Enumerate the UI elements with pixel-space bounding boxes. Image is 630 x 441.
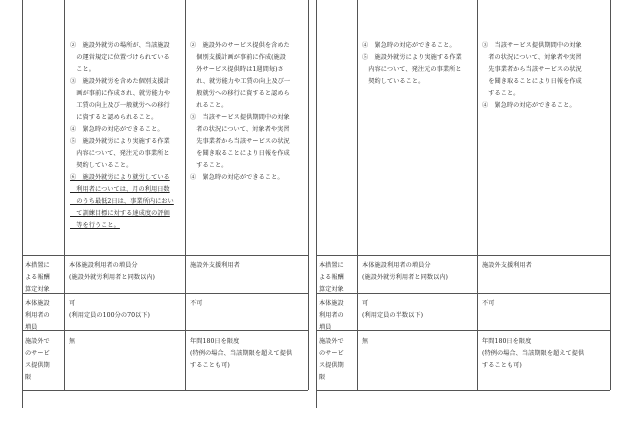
row-mid-line: (利用定員の半数以下) — [362, 312, 424, 319]
text-line: 契約していること。 — [70, 162, 133, 169]
text-line: ③ 施設外就労を含めた個別支援計 — [70, 78, 170, 85]
column-divider — [477, 0, 478, 390]
row-right-line: 年間180日を限度 — [190, 338, 240, 345]
text-line: 先事業者から当該サービスの状況 — [482, 66, 582, 73]
row-mid-line: 可 — [69, 300, 76, 307]
row-mid-line: 無 — [69, 338, 76, 345]
text-line: ⑤ 施設外就労により実施する作業 — [362, 54, 462, 61]
row-label-line: ス提供期 — [319, 362, 344, 369]
left-page-margin-line — [22, 0, 23, 408]
row-label-line: 本体施設 — [319, 300, 344, 307]
text-line: を聞き取ることにより日報を作成 — [482, 78, 582, 85]
row-label-line: 限 — [25, 374, 32, 381]
row-mid-line: 可 — [362, 300, 369, 307]
text-line: ② 施設外のサービス提供を含めた — [190, 42, 290, 49]
row-divider — [316, 330, 610, 331]
table-right-border — [308, 0, 309, 390]
text-line: を聞き取ることにより日報を作成 — [190, 150, 290, 157]
underlined-text-line: のうち最低2日は、事業所内におい — [70, 198, 174, 205]
row-right-line: 施設外支援利用者 — [190, 262, 240, 269]
text-line: ③ 当該サービス提供期間中の対象 — [482, 42, 582, 49]
row-mid-line: (施設外就労利用者と同数以内) — [69, 274, 156, 281]
row-mid-line: 本体施設利用者の増員分 — [362, 262, 431, 269]
text-line: 外サービス提供時は1週間毎)さ — [190, 66, 284, 73]
row-divider — [316, 255, 610, 256]
row-divider — [316, 293, 610, 294]
table-right-border — [610, 0, 611, 390]
underlined-text-line: 利用者については、月の利用日数 — [70, 186, 170, 193]
row-label-line: 利用者の — [25, 312, 50, 319]
table-bottom-border — [22, 390, 308, 391]
right-page-margin-line — [316, 0, 317, 408]
text-line: 内容について、発注元の事業所と — [70, 150, 170, 157]
row-label-line: 本措置に — [319, 262, 344, 269]
text-line: ④ 緊急時の対応ができること。 — [362, 42, 456, 49]
underlined-text-line: 等を行うこと。 — [70, 222, 120, 229]
right-page — [315, 0, 630, 441]
row-right-line: (特例の場合、当該期限を超えて提供 — [482, 350, 585, 357]
text-line: すること。 — [190, 162, 228, 169]
row-divider — [22, 293, 308, 294]
text-line: 般就労への移行に資すると認めら — [190, 90, 290, 97]
row-divider — [22, 255, 308, 256]
column-divider — [185, 0, 186, 390]
text-line: れ、就労能力や工賃の向上及び一 — [190, 78, 291, 85]
row-mid-line: 無 — [362, 338, 369, 345]
row-right-line: することも可) — [482, 362, 522, 369]
text-line: 画が事前に作成され、就労能力や — [70, 90, 171, 97]
text-line: 内容について、発注元の事業所と — [362, 66, 462, 73]
row-label-line: のサービ — [25, 350, 50, 357]
label-column-rule — [64, 0, 65, 390]
text-line: 者の状況について、対象者や実習 — [190, 126, 290, 133]
row-label-line: よる報酬 — [319, 274, 344, 281]
text-line: れること。 — [190, 102, 228, 109]
text-line: 者の状況について、対象者や実習 — [482, 54, 582, 61]
text-line: 先事業者から当該サービスの状況 — [190, 138, 290, 145]
row-label-line: 算定対象 — [319, 286, 344, 293]
row-right-line: 不可 — [190, 300, 203, 307]
text-line: ⑤ 施設外就労により実施する作業 — [70, 138, 170, 145]
row-right-line: 年間180日を限度 — [482, 338, 532, 345]
text-line: ④ 緊急時の対応ができること。 — [70, 126, 164, 133]
row-label-line: よる報酬 — [25, 274, 50, 281]
label-column-rule — [357, 0, 358, 390]
row-label-line: 施設外で — [25, 338, 50, 345]
row-label-line: 施設外で — [319, 338, 344, 345]
text-line: ④ 緊急時の対応ができること。 — [482, 102, 576, 109]
table-bottom-border — [316, 390, 610, 391]
row-right-line: 不可 — [482, 300, 495, 307]
row-right-line: 施設外支援利用者 — [482, 262, 532, 269]
text-line: ③ 当該サービス提供期間中の対象 — [190, 114, 290, 121]
text-line: こと。 — [70, 66, 95, 73]
row-label-line: 本体施設 — [25, 300, 50, 307]
row-label-line: ス提供期 — [25, 362, 50, 369]
row-divider — [22, 330, 308, 331]
underlined-text-line: て訓練目標に対する達成度の評価 — [70, 210, 170, 217]
underlined-text-line: ⑥ 施設外就労により就労している — [70, 174, 170, 181]
row-right-line: することも可) — [190, 362, 230, 369]
text-line: に資すると認められること。 — [70, 114, 158, 121]
row-label-line: 本措置に — [25, 262, 50, 269]
row-label-line: のサービ — [319, 350, 344, 357]
row-label-line: 限 — [319, 374, 326, 381]
text-line: ② 施設外就労の場所が、当該施設 — [70, 42, 170, 49]
row-mid-line: (利用定員の100分の70以下) — [69, 312, 150, 319]
text-line: 契約していること。 — [362, 78, 425, 85]
row-label-line: 増員 — [319, 324, 332, 331]
row-mid-line: (施設外就労利用者と同数以内) — [362, 274, 449, 281]
text-line: 個別支援計画が事前に作成(施設 — [190, 54, 287, 61]
text-line: ④ 緊急時の対応ができること。 — [190, 174, 284, 181]
row-label-line: 算定対象 — [25, 286, 50, 293]
row-label-line: 利用者の — [319, 312, 344, 319]
text-line: 工賃の向上及び一般就労への移行 — [70, 102, 170, 109]
text-line: の運営規定に位置づけられている — [70, 54, 170, 61]
row-mid-line: 本体施設利用者の増員分 — [69, 262, 138, 269]
row-label-line: 増員 — [25, 324, 38, 331]
text-line: すること。 — [482, 90, 520, 97]
row-right-line: (特例の場合、当該期限を超えて提供 — [190, 350, 293, 357]
